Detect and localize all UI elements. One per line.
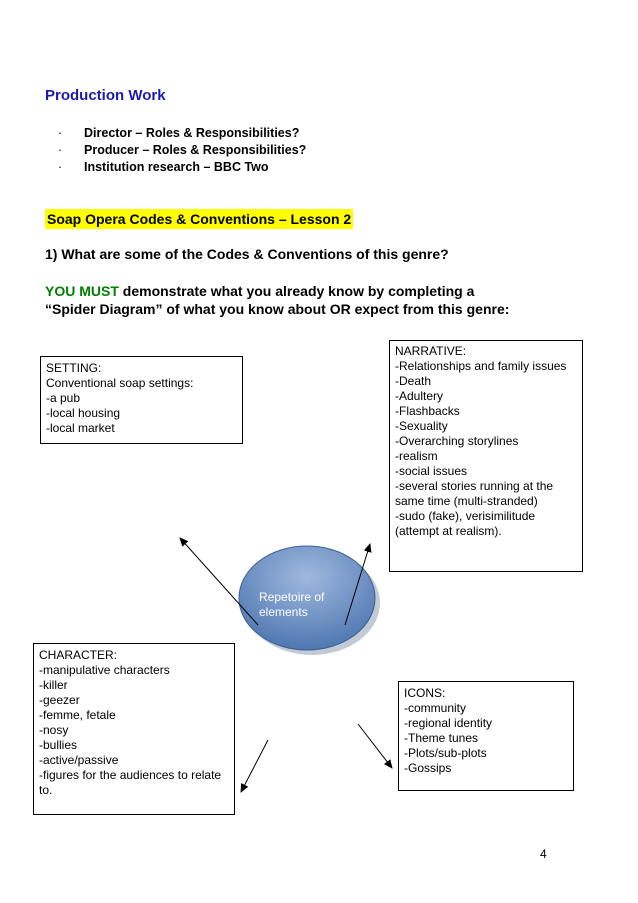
center-label-line: Repetoire of [259,590,325,604]
list-item-text: Producer – Roles & Responsibilities? [84,143,307,157]
box-line: -several stories running at the same time (multi-stranded) [395,479,554,508]
page-number: 4 [540,847,547,861]
bullet-icon: · [58,126,63,140]
bullet-icon: · [58,160,63,174]
box-heading: ICONS: [404,686,446,700]
center-label [259,590,324,620]
box-line: -sudo (fake), verisimilitude (attempt at realism). [395,509,536,538]
production-work-heading: Production Work [45,87,166,104]
box-line: -bullies [39,738,78,752]
lesson-title: Soap Opera Codes & Conventions – Lesson 2 [47,211,352,227]
box-line: Conventional soap settings: [46,376,194,390]
bullet-icon: · [58,143,63,157]
icons-box [398,681,574,791]
box-line: -figures for the audiences to relate to. [39,768,222,797]
narrative-box [389,340,583,572]
box-line: -realism [395,449,438,463]
box-line: -Death [395,374,432,388]
setting-box [40,356,243,444]
box-line: -Relationships and family issues [395,359,567,373]
box-line: -community [404,701,467,715]
box-line: -nosy [39,723,69,737]
box-line: -Theme tunes [404,731,479,745]
arrow-to-character [241,740,268,792]
box-line: -Flashbacks [395,404,460,418]
box-line: -regional identity [404,716,493,730]
box-line: -local housing [46,406,121,420]
box-line: -Overarching storylines [395,434,519,448]
lesson-question: 1) What are some of the Codes & Conventions of this genre? [45,246,449,262]
box-line: -Adultery [395,389,444,403]
box-line: -active/passive [39,753,119,767]
instruction-text: demonstrate what you already know by completing a “Spider Diagram” of what you know about OR expect from this genre: [45,283,510,317]
you-must-label: YOU MUST [45,283,119,299]
box-line: -a pub [46,391,81,405]
box-heading: NARRATIVE: [395,344,467,358]
box-heading: SETTING: [46,361,102,375]
character-box [33,643,235,815]
box-line: -Plots/sub-plots [404,746,487,760]
box-line: -manipulative characters [39,663,170,677]
box-line: -local market [46,421,115,435]
box-line: -femme, fetale [39,708,116,722]
box-line: -killer [39,678,68,692]
box-line: -Sexuality [395,419,448,433]
list-item-text: Director – Roles & Responsibilities? [84,126,300,140]
box-line: -geezer [39,693,80,707]
box-line: -Gossips [404,761,452,775]
center-label-line: elements [259,605,308,619]
box-heading: CHARACTER: [39,648,118,662]
list-item-text: Institution research – BBC Two [84,160,269,174]
arrow-to-icons [358,724,392,768]
box-line: -social issues [395,464,468,478]
